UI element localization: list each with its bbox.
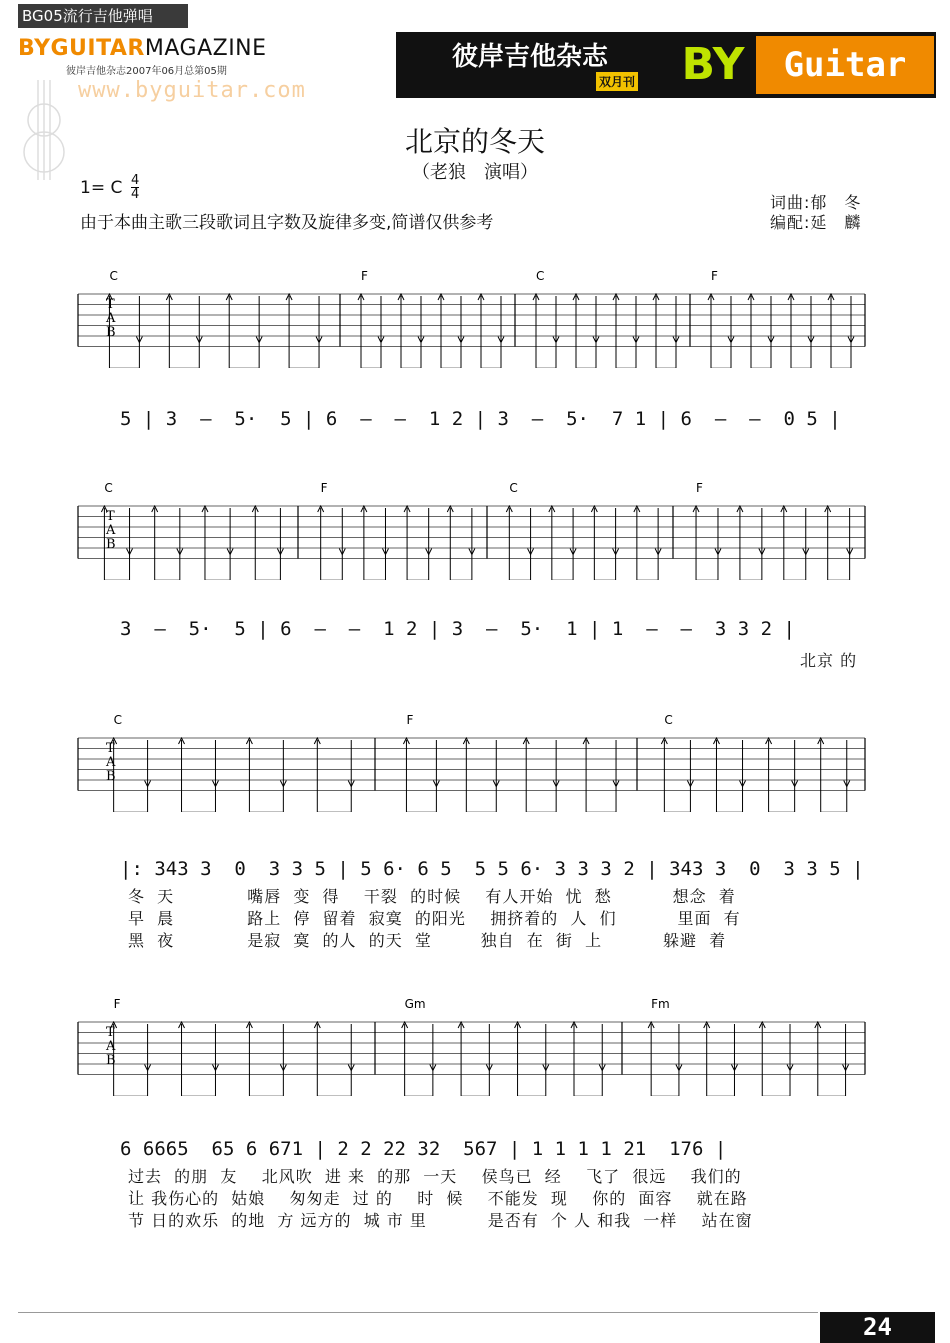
tab-clef: A — [106, 1039, 116, 1054]
jianpu-line: 5 | 3 – 5· 5 | 6 – – 1 2 | 3 – 5· 7 1 | 6 – – 0 5 | — [120, 408, 841, 430]
magazine-logo — [18, 36, 267, 61]
tab-staff — [0, 480, 950, 580]
tab-clef: A — [106, 523, 116, 538]
footer-rule — [18, 1312, 818, 1313]
chord-name: C — [104, 481, 113, 495]
chord-name: F — [361, 269, 368, 283]
series-tag: BG05流行吉他弹唱 — [18, 4, 188, 28]
chord-name: C — [109, 269, 118, 283]
website-url: www.byguitar.com — [78, 78, 306, 103]
chord-name: F — [113, 997, 121, 1011]
chord-name: F — [711, 269, 718, 283]
jianpu-line: 3 – 5· 5 | 6 – – 1 2 | 3 – 5· 1 | 1 – – 3 3 2 | — [120, 618, 795, 640]
banner-title: 彼岸吉他杂志 — [452, 42, 609, 72]
chord-name: F — [696, 481, 703, 495]
song-title: 北京的冬天 — [404, 125, 545, 158]
tab-clef: B — [106, 1053, 116, 1068]
banner-by-logo: BY — [672, 36, 754, 94]
lyric-line: 黑 夜 是寂 寞 的人 的天 堂 独自 在 街 上 躲避 着 — [128, 931, 727, 950]
lyric-line: 节 日的欢乐 的地 方 远方的 城 市 里 是否有 个 人 和我 一样 站在窗 — [128, 1211, 753, 1230]
tab-clef: B — [106, 769, 116, 784]
chord-name: C — [509, 481, 518, 495]
lyric-line: 过去 的朋 友 北风吹 进 来 的那 一天 侯鸟已 经 飞了 很远 我们的 — [128, 1167, 742, 1186]
lyricist-credit: 词曲:郁 冬 — [770, 193, 862, 212]
tab-clef: B — [106, 325, 116, 340]
tab-staff — [0, 268, 950, 368]
chord-name: C — [664, 713, 673, 727]
chord-name: Gm — [404, 997, 426, 1011]
lyric-line: 北京 的 — [800, 651, 858, 670]
tab-clef: T — [106, 509, 115, 524]
banner-subtitle: 双月刊 — [596, 72, 638, 91]
tab-clef: A — [106, 311, 116, 326]
song-note: 由于本曲主歌三段歌词且字数及旋律多变,简谱仅供参考 — [80, 213, 494, 233]
lyric-line: 早 晨 路上 停 留着 寂寞 的阳光 拥挤着的 人 们 里面 有 — [128, 909, 741, 928]
time-signature: $\frac{4}{4}$ — [131, 173, 140, 202]
lyric-line: 冬 天 嘴唇 变 得 干裂 的时候 有人开始 忧 愁 想念 着 — [128, 887, 736, 906]
jianpu-line: 6 6665 65 6 671 | 2 2 22 32 567 | 1 1 1 1 21 176 | — [120, 1138, 727, 1160]
chord-name: Fm — [651, 997, 670, 1011]
song-singer: （老狼 演唱） — [412, 162, 538, 183]
tab-clef: T — [106, 297, 115, 312]
chord-name: F — [406, 713, 414, 727]
magazine-rest: MAGAZINE — [144, 36, 267, 61]
tab-clef: A — [106, 755, 116, 770]
chord-name: F — [320, 481, 328, 495]
jianpu-line: |: 343 3 0 3 3 5 | 5 6· 6 5 5 5 6· 3 3 3 2 | 343 3 0 3 3 5 | — [120, 858, 864, 880]
tab-staff — [0, 996, 950, 1096]
chord-name: C — [113, 713, 123, 727]
chord-name: C — [536, 269, 545, 283]
lyric-line: 让 我伤心的 姑娘 匆匆走 过 的 时 候 不能发 现 你的 面容 就在路 — [128, 1189, 748, 1208]
tab-clef: T — [106, 1025, 115, 1040]
arranger-credit: 编配:延 麟 — [770, 213, 862, 232]
magazine-by: BYGUITAR — [18, 36, 145, 61]
issue-info: 彼岸吉他杂志2007年06月总第05期 — [66, 66, 227, 77]
tab-clef: T — [106, 741, 115, 756]
tab-clef: B — [106, 537, 116, 552]
tab-staff — [0, 712, 950, 812]
banner-guitar-logo: Guitar — [756, 36, 934, 94]
page-number: 24 — [820, 1312, 935, 1343]
song-key: 1= C — [80, 178, 123, 198]
